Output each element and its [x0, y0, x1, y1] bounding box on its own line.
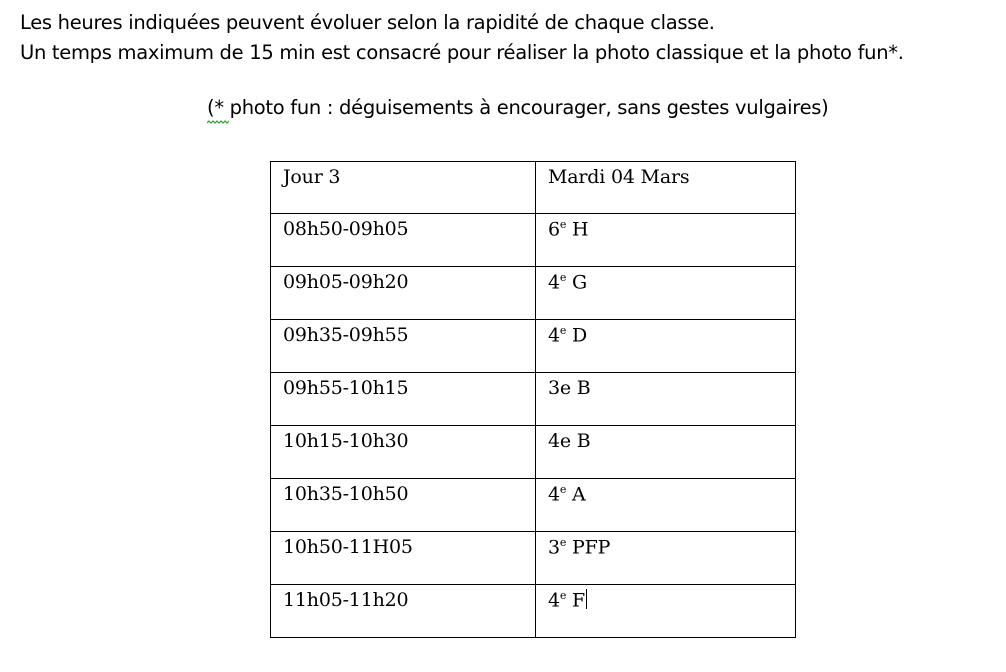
time-cell: 09h05-09h20: [271, 267, 536, 320]
table-row: [271, 479, 796, 532]
table-header-row: [271, 162, 796, 214]
table-row: [271, 214, 796, 267]
table-row: [271, 373, 796, 426]
class-cell[interactable]: 4e F: [536, 585, 796, 638]
intro-line-2: Un temps maximum de 15 min est consacré pour réaliser la photo classique et la photo fun*.: [20, 41, 904, 64]
time-cell: 09h35-09h55: [271, 320, 536, 373]
time-cell: 11h05-11h20: [271, 585, 536, 638]
time-cell: 10h35-10h50: [271, 479, 536, 532]
note-open-paren: (: [207, 94, 214, 122]
note-text: * photo fun : déguisements à encourager, sans gestes vulgaires): [214, 96, 829, 119]
table-row: [271, 532, 796, 585]
table-row: [271, 426, 796, 479]
table-row: [271, 320, 796, 373]
class-cell: 6e H: [536, 214, 796, 267]
time-cell: 09h55-10h15: [271, 373, 536, 426]
table-row: [271, 267, 796, 320]
schedule-table: [270, 161, 796, 638]
class-cell: 3e PFP: [536, 532, 796, 585]
header-day-cell: Jour 3: [271, 162, 536, 214]
time-cell: 10h15-10h30: [271, 426, 536, 479]
spellcheck-squiggle-icon: [207, 120, 229, 125]
intro-line-1: Les heures indiquées peuvent évoluer selon la rapidité de chaque classe.: [20, 11, 715, 34]
class-cell: 4e G: [536, 267, 796, 320]
class-cell: 4e A: [536, 479, 796, 532]
class-cell: 4e B: [536, 426, 796, 479]
class-cell: 4e D: [536, 320, 796, 373]
header-date-cell: Mardi 04 Mars: [536, 162, 796, 214]
table-row: [271, 585, 796, 638]
class-cell: 3e B: [536, 373, 796, 426]
text-cursor: [586, 589, 587, 609]
photo-fun-note: [207, 94, 828, 122]
time-cell: 08h50-09h05: [271, 214, 536, 267]
time-cell: 10h50-11H05: [271, 532, 536, 585]
intro-text: [20, 8, 904, 68]
